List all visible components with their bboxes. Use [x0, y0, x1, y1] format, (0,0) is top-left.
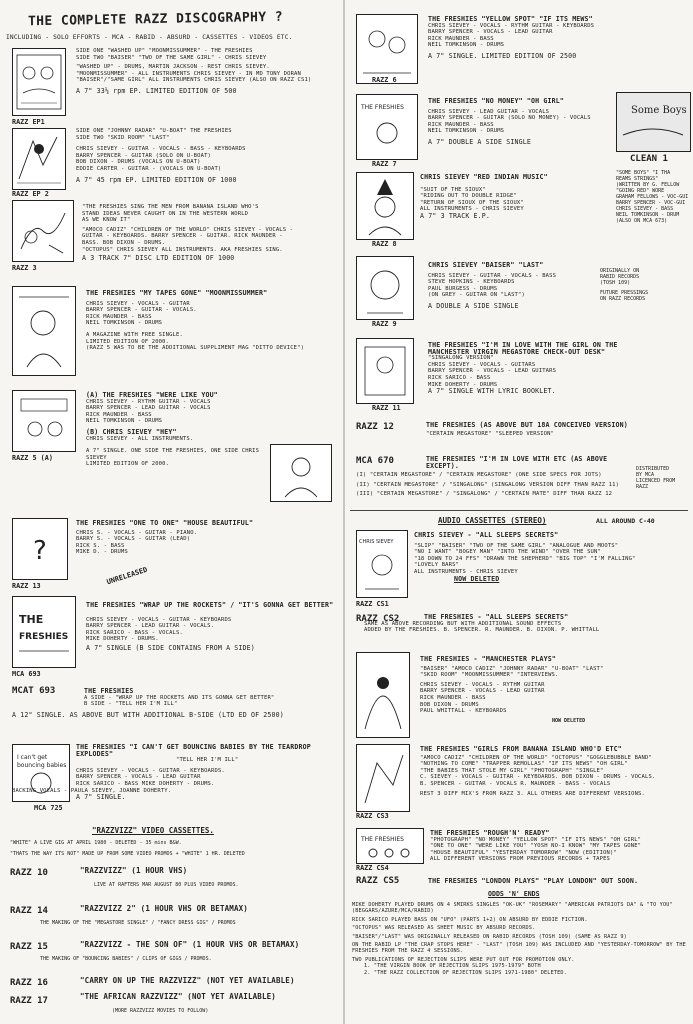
entry-line: LIMITED EDITION OF 2000.: [86, 338, 170, 345]
cover-art-razz-9: [356, 256, 414, 320]
catalog-number: RAZZ 16: [10, 978, 48, 988]
entry-mca-670: [426, 456, 636, 469]
entry-razz-7: [428, 98, 612, 146]
entry-line: REST 3 DIFF MIX'S FROM RAZZ 3. ALL OTHERS ARE DIFFERENT VERSIONS.: [420, 790, 645, 797]
audio-section-header: AUDIO CASSETTES (STEREO): [438, 516, 547, 525]
entry-line: BARRY SPENCER - LEAD GUITAR - VOCALS: [86, 405, 211, 412]
entry-line: CHRIS SIEVEY - "ALL SLEEPS SECRETS": [414, 531, 559, 539]
mca-670-variants: [356, 472, 626, 498]
catalog-number: RAZZ 6: [372, 76, 397, 84]
entry-status: NOW DELETED: [552, 718, 586, 724]
entry-line: ALL INSTRUMENTS - CHRIS SIEVEY: [420, 206, 524, 213]
entry-line: SAME AS ABOVE RECORDING BUT WITH ADDITIONAL SOUND EFFECTS: [364, 620, 562, 627]
entry-line: RICK SARICO - BASS MIKE DOHERTY - DRUMS.: [76, 780, 215, 787]
entry-razz-6: [428, 16, 608, 60]
entry-line: THE FRESHIES "GIRLS FROM BANANA ISLAND WHO'D ETC": [420, 745, 622, 753]
cover-drawing: [13, 129, 65, 189]
cover-art-razz-ep1: [12, 48, 66, 116]
entry-line: RICK MAUNDER - BASS: [428, 121, 494, 128]
cover-art-razz-7: [356, 94, 418, 160]
entry-line: "NO I WANT" "BOGEY MAN" "INTO THE WIND" "OVER THE SUN": [414, 549, 601, 556]
entry-line: RICK S. - BASS: [76, 542, 125, 549]
catalog-number: RAZZ EP1: [12, 118, 45, 126]
catalog-number: MCA 693: [12, 670, 41, 678]
note-line: FUTURE PRESSINGS: [600, 290, 649, 296]
cover-drawing: [13, 597, 75, 667]
entry-line: "RETURN OF SIOUX OF THE SIOUX": [420, 199, 524, 206]
video-desc: (MORE RAZZVIZZ MOVIES TO FOLLOW): [112, 1008, 209, 1014]
entry-line: "AMOCO CADIZ" "CHILDREN OF THE WORLD" CHRIS SIEVEY - VOCALS -: [82, 226, 294, 233]
entry-line: BARRY SPENCER - VOCALS - LEAD GUITAR: [76, 774, 201, 781]
entry-line: AS WE KNOW IT": [82, 217, 131, 224]
video-desc: THE MAKING OF "BOUNCING BABIES" / CLIPS OF GIGS / PROMOS.: [40, 956, 212, 962]
cover-drawing: [13, 201, 73, 261]
catalog-number: RAZZ 13: [12, 582, 41, 590]
svg-text:?: ?: [33, 536, 47, 566]
entry-line: THE FRESHIES "LONDON PLAYS" "PLAY LONDON" OUT SOON.: [428, 877, 639, 885]
catalog-number: RAZZ 12: [356, 422, 394, 432]
page-title: THE COMPLETE RAZZ DISCOGRAPHY ?: [27, 9, 284, 30]
entry-line: REAMS STRINGS": [616, 176, 659, 182]
entry-line: SIDE TWO "BAISER" "TWO OF THE SAME GIRL" - CHRIS SIEVEY: [76, 54, 267, 61]
cover-art-razz-ep2: [12, 128, 66, 190]
odds-item: TWO PUBLICATIONS OF REJECTION SLIPS WERE PUT OUT FOR PROMOTION ONLY.: [352, 956, 575, 963]
cover-drawing: [13, 287, 75, 375]
entry-line: "THE FRESHIES SING THE MEN FROM BANANA ISLAND WHO'S: [82, 204, 259, 210]
entry-line: CHRIS SIEVEY - BASS: [616, 206, 674, 212]
catalog-number: MCA 670: [356, 456, 394, 466]
cover-art-razz-8: [356, 172, 414, 240]
cover-art-razz-cs3: [356, 652, 410, 738]
variant-line: (II) "CERTAIN MEGASTORE" / "SINGALONG" (SINGALONG VERSION DIFF THAN RAZZ 11): [356, 481, 620, 488]
video-intro-line: "WHITE" A LIVE GIG AT APRIL 1980 - DELETED - 35 mins B&W.: [10, 840, 182, 846]
entry-line: THE FRESHIES - "ALL SLEEPS SECRETS": [424, 613, 569, 621]
cover-art-razz-5a: [12, 390, 76, 452]
catalog-number: RAZZ 15: [10, 942, 48, 952]
entry-line: BASS. BOB DIXON - DRUMS.: [82, 239, 166, 246]
razz-9-note: [600, 268, 686, 302]
entry-razz-12: [426, 422, 690, 437]
entry-line: LIMITED EDITION OF 2000.: [86, 461, 170, 468]
cover-drawing: [357, 15, 417, 83]
catalog-number: RAZZ 14: [10, 906, 48, 916]
entry-razz-cs3-banana: [420, 746, 692, 797]
entry-line: CHRIS SIEVEY - VOCALS - RYTHM GUITAR: [420, 681, 545, 688]
entry-razz-4: [86, 290, 342, 352]
svg-text:bouncing babies: bouncing babies: [17, 762, 67, 769]
entry-line: CHRIS SIEVEY - RYTHM GUITAR - VOCALS: [86, 398, 211, 405]
video-section-header: "RAZZVIZZ" VIDEO CASSETTES.: [92, 826, 214, 835]
entry-line: ADDED BY THE FRESHIES. B. SPENCER. R. MAUNDER. B. DIXON. P. WHITTALL: [364, 627, 600, 634]
odds-item: ON THE RABID LP "THE CRAP STOPS HERE" - "LAST" (TOSH 109) WAS INCLUDED AND "YESTERDAY-TOMORROW" BY THE FRESHIES FROM THE RAZZ 4 SESSIONS.: [352, 942, 686, 955]
entry-format: A DOUBLE A SIDE SINGLE: [428, 301, 519, 310]
entry-razz-5: [86, 392, 262, 468]
entry-razz-cs1: [414, 532, 690, 582]
entry-line: BARRY SPENCER - VOCALS - LEAD GUITARS: [428, 368, 557, 375]
video-title: "RAZZVIZZ" (1 HOUR VHS): [80, 866, 188, 875]
entry-format: A 7" DOUBLE A SIDE SINGLE: [428, 137, 531, 146]
odds-item: "OCTOPUS" WAS RELEASED AS SHEET MUSIC BY ABSURD RECORDS.: [352, 925, 536, 932]
entry-line: "PHOTOGRAPH" "NO MONEY" "YELLOW SPOT" "IF ITS NEWS" "OH GIRL": [430, 836, 642, 843]
catalog-number: MCA 725: [34, 804, 63, 812]
entry-line: RICK SARICO - BASS: [428, 374, 491, 381]
entry-line: MIKE DOHERTY - DRUMS: [428, 381, 498, 388]
entry-line: "OCTOPUS" CHRIS SIEVEY ALL INSTRUMENTS. AKA FRESHIES SING.: [82, 246, 283, 253]
odds-section-header: ODDS 'N' ENDS: [488, 890, 540, 898]
note-line: (TOSH 109): [600, 280, 631, 286]
entry-line: THE FRESHIES "WRAP UP THE ROCKETS" / "IT'S GONNA GET BETTER": [86, 601, 334, 609]
entry-line: SIDE ONE "JOHNNY RADAR" "U-BOAT" THE FRESHIES: [76, 128, 232, 134]
entry-format: A 7" SINGLE (B SIDE CONTAINS FROM A SIDE): [86, 643, 255, 652]
entry-line: PAUL WHITTALL - KEYBOARDS: [420, 708, 507, 715]
cover-drawing: [357, 745, 409, 811]
entry-line: "SLIP" "BAISER" "TWO OF THE SAME GIRL" "ANALOGUE AND MOOTS": [414, 542, 619, 549]
cover-drawing: [357, 257, 413, 319]
audio-section-note: ALL AROUND C-40: [596, 517, 655, 525]
catalog-number: RAZZ CS2: [356, 614, 400, 624]
entry-status: NOW DELETED: [454, 574, 500, 583]
clean-1-details: [616, 170, 689, 224]
entry-line: (RAZZ 5 WAS TO BE THE ADDITIONAL SUPPLIMENT MAG "DITTO DEVICE"): [86, 345, 305, 352]
video-desc: THE MAKING OF THE "MEGASTORE SINGLE" / "FANCY DRESS GIG" / PROMOS: [40, 920, 236, 926]
note-line: RABID RECORDS: [600, 274, 640, 280]
entry-line: BOB DIXON - DRUMS: [420, 701, 479, 708]
entry-line: NEIL TOMKINSON - DRUMS: [428, 42, 505, 49]
entry-razz-13: [76, 520, 342, 556]
entry-line: THE FRESHIES: [84, 687, 134, 695]
cover-drawing: [357, 531, 407, 597]
entry-line: THE FRESHIES "MY TAPES GONE" "MOONMISSUMMER": [86, 289, 268, 297]
entry-razz-3: [82, 204, 342, 262]
entry-line: GRAHAM FELLOWS - VOC-GUI: [616, 194, 689, 200]
entry-line: THE FRESHIES "I'M IN LOVE WITH ETC (AS ABOVE EXCEPT).: [426, 455, 608, 470]
mca-670-note: [636, 466, 690, 490]
entry-line: THE FRESHIES "YELLOW SPOT" "IF ITS MEWS": [428, 15, 593, 23]
entry-line: NEIL TOMKINSON - DRUMS: [86, 320, 163, 327]
entry-line: MANCHESTER VIRGIN MEGASTORE CHECK-OUT DESK": [428, 347, 606, 356]
entry-line: BARRY SPENCER - VOCALS - LEAD GUITAR: [428, 29, 553, 36]
entry-line: THE FRESHIES "NO MONEY" "OH GIRL": [428, 97, 564, 105]
entry-line: "SOME BOYS" "I THA: [616, 170, 671, 176]
entry-line: (B) CHRIS SIEVEY "HEY": [86, 427, 177, 436]
entry-format: A 3 TRACK 7" DISC LTD EDITION OF 1000: [82, 254, 235, 263]
variant-line: (I) "CERTAIN MEGASTORE" / "CERTAIN MEGASTORE" (ONE SIDE SPECS FOR JOTS): [356, 472, 602, 478]
svg-text:THE FRESHIES: THE FRESHIES: [361, 104, 404, 111]
cover-drawing: [13, 391, 75, 451]
entry-line: RICK MAUNDER - BASS: [86, 411, 152, 418]
cover-art-razz-cs4: [356, 828, 424, 864]
entry-line: CHRIS SIEVEY - ALL INSTRUMENTS.: [86, 435, 194, 442]
note-line: ORIGINALLY ON: [600, 268, 640, 274]
catalog-number: MCAT 693: [12, 686, 56, 696]
entry-line: "TELL HER I'M ILL": [176, 757, 239, 764]
entry-line: BARRY SPENCER - LEAD GUITAR - VOCALS.: [86, 623, 215, 630]
entry-line: CHRIS S. - VOCALS - GUITAR - PIANO.: [76, 529, 198, 536]
note-line: BY MCA: [636, 472, 655, 478]
entry-line: (WRITTEN BY G. FELLOW: [616, 182, 680, 188]
column-divider: [343, 0, 345, 1024]
odds-item: 1. "THE VIRGIN BOOK OF REJECTION SLIPS 1975-1979" BOTH: [364, 963, 541, 970]
entry-line: BOB DIXON - DRUMS (VOCALS ON U-BOAT): [76, 159, 201, 166]
cover-art-razz-11: [356, 338, 414, 404]
entry-line: "RIDING OUT TO DOUBLE RIDGE": [420, 193, 517, 200]
entry-razz-cs5: [428, 878, 690, 885]
entry-line: RICK MAUNDER - BASS: [428, 35, 494, 42]
cover-drawing: [357, 653, 409, 737]
entry-format: A 12" SINGLE. AS ABOVE BUT WITH ADDITIONAL B-SIDE (LTD ED OF 2500): [12, 710, 284, 719]
entry-line: STEVE HOPKINS - KEYBOARDS: [428, 279, 515, 286]
entry-line: BACKING VOCALS - PAULA SIEVEY, JOANNE DOHERTY.: [12, 787, 172, 794]
entry-line: NEIL TOMKINSON - DRUMS: [86, 418, 163, 425]
entry-razz-9: [428, 262, 596, 310]
entry-line: STAND IDEAS NEVER CAUGHT ON IN THE WESTERN WORLD: [82, 210, 249, 217]
entry-format: A 7" 33⅓ rpm EP. LIMITED EDITION OF 500: [76, 86, 237, 95]
entry-razz-ep2: [76, 128, 342, 183]
entry-line: THE FRESHIES "I'M IN LOVE WITH THE GIRL ON THE: [428, 341, 618, 349]
cover-art-razz-3: [12, 200, 74, 262]
question-mark-icon: [13, 519, 67, 579]
catalog-number: RAZZ CS1: [356, 600, 389, 608]
entry-line: CHRIS SIEVEY "RED INDIAN MUSIC": [420, 173, 548, 181]
cover-drawing: [357, 173, 413, 239]
entry-line: A 7" SINGLE. ONE SIDE THE FRESHIES, ONE SIDE CHRIS SIEVEY: [86, 448, 260, 461]
video-intro-line: "THATS THE WAY ITS NOT" MADE UP FROM SOME VIDEO PROMOS + "WHITE" 1 HR. DELETED: [10, 851, 245, 857]
entry-line: CHRIS SIEVEY - VOCALS - GUITARS: [428, 361, 536, 368]
video-title: "CARRY ON UP THE RAZZVIZZ" (NOT YET AVAILABLE): [80, 976, 295, 985]
cover-art-clean-1: [616, 92, 691, 152]
entry-line: MIKE DOHERTY - DRUMS.: [86, 636, 159, 643]
entry-line: CHRIS SIEVEY - VOCALS - GUITAR: [86, 300, 190, 307]
entry-line: NEIL TOMKINSON - DRUM: [616, 212, 680, 218]
video-title: "RAZZVIZZ 2" (1 HOUR VHS OR BETAMAX): [80, 904, 248, 913]
entry-line: NEIL TOMKINSON - DRUMS: [428, 128, 505, 135]
cover-art-razz-5b: [270, 444, 332, 502]
entry-line: CHRIS SIEVEY - LEAD GUITAR - VOCALS: [428, 108, 550, 115]
entry-line: SIDE ONE "WASHED UP" "MOONMISSUMMER" - THE FRESHIES: [76, 48, 253, 54]
catalog-number: RAZZ 7: [372, 160, 397, 168]
entry-line: C. SIEVEY - VOCALS - GUITAR - KEYBOARDS. BOB DIXON - DRUMS - VOCALS.: [420, 774, 656, 781]
entry-line: GUITAR - KEYBOARDS. BARRY SPENCER - GUITAR. RICK MAUNDER -: [82, 233, 283, 240]
svg-text:FRESHIES: FRESHIES: [19, 632, 69, 642]
entry-line: BARRY S. - VOCALS - GUITAR (LEAD): [76, 536, 191, 543]
catalog-number: RAZZ CS5: [356, 876, 400, 886]
entry-line: A MAGAZINE WITH FREE SINGLE.: [86, 331, 183, 338]
entry-format: A 7" 45 rpm EP. LIMITED EDITION OF 1000: [76, 175, 237, 184]
entry-line: CHRIS SIEVEY - GUITAR - VOCALS - BASS: [428, 272, 557, 279]
entry-line: "LOVELY BARS": [414, 562, 459, 569]
entry-line: "AMOCO CADIZ" "CHILDREN OF THE WORLD" "OCTOPUS" "GOGGLEBUBBLE BAND": [420, 754, 652, 761]
note-line: DISTRIBUTED: [636, 466, 670, 472]
entry-line: BARRY SPENCER - VOCALS - LEAD GUITAR: [420, 688, 545, 695]
video-desc: LIVE AT RAFTERS MAR AUGUST 80 PLUS VIDEO PROMOS.: [94, 882, 239, 888]
catalog-number: RAZZ 9: [372, 320, 397, 328]
entry-line: "NOTHING TO COME" "TRAPPER REMOLLAS" "IF ITS NEWS" "OH GIRL": [420, 761, 628, 768]
entry-format: A 7" SINGLE.: [76, 793, 126, 802]
cover-drawing: [357, 829, 423, 863]
cover-art-razz-6: [356, 14, 418, 84]
odds-item: "BAISER"/"LAST" WAS ORIGINALLY RELEASED ON RABID RECORDS (TOSH 109) (SAME AS RAZZ 9): [352, 933, 627, 940]
note-line: LICENCED FROM: [636, 478, 676, 484]
cover-art-razz-cs1: [356, 530, 408, 598]
entry-mca-693: [86, 602, 342, 652]
entry-line: THE FRESHIES - "MANCHESTER PLAYS": [420, 655, 556, 663]
page-subtitle: INCLUDING - SOLO EFFORTS - MCA - RABID - ABSURD - CASSETTES - VIDEOS ETC.: [6, 34, 293, 41]
entry-line: THE FRESHIES "I CAN'T GET BOUNCING BABIES BY THE TEARDROP EXPLODES": [76, 743, 311, 758]
entry-format: A 7" 3 TRACK E.P.: [420, 211, 491, 220]
clean-1-block: [616, 92, 689, 242]
entry-line: THE FRESHIES "ONE TO ONE" "HOUSE BEAUTIFUL": [76, 519, 254, 527]
catalog-number: RAZZ 5 (A): [12, 454, 53, 462]
cover-drawing: [13, 49, 65, 115]
svg-text:CHRIS SIEVEY: CHRIS SIEVEY: [359, 539, 394, 545]
entry-line: ALL DIFFERENT VERSIONS FROM PREVIOUS RECORDS + TAPES: [430, 856, 610, 863]
entry-line: "ONE TO ONE" "WERE LIKE YOU" "YOSH NO-I KNOW" "MY TAPES GONE": [430, 843, 642, 850]
cover-art-razz-4: [12, 286, 76, 376]
entry-line: "THE BABIES THAT STOLE MY GIRL" "PHOTOGRAPH" "SINGLE": [420, 767, 604, 774]
entry-line: "18 DOWN TO 24 FFS" "DRAWN THE SHEPHERD" "BIG TOP" "I'M FALLING": [414, 555, 636, 562]
entry-line: A SIDE - "WRAP UP THE ROCKETS AND ITS GONNA GET BETTER": [84, 694, 275, 701]
entry-line: B. SPENCER - GUITAR - VOCALS R. MAUNDER - BASS - VOCALS: [420, 780, 611, 787]
entry-line: CHRIS SIEVEY - GUITAR - VOCALS - BASS - KEYBOARDS: [76, 146, 246, 153]
catalog-number: CLEAN 1: [630, 154, 668, 164]
catalog-number: RAZZ EP 2: [12, 190, 49, 198]
cover-art-mca-693: [12, 596, 76, 668]
section-divider: [350, 510, 688, 511]
entry-line: "CERTAIN MEGASTORE" "SLEEPED VERSION": [426, 430, 555, 437]
entry-line: SIDE TWO "SKID ROOM" "LAST": [76, 134, 170, 141]
entry-line: CHRIS SIEVEY - VOCALS - GUITAR - KEYBOARDS.: [76, 767, 225, 774]
entry-line: CHRIS SIEVEY - VOCALS - GUITAR - KEYBOARDS: [86, 616, 232, 623]
svg-text:THE: THE: [19, 613, 44, 626]
cover-drawing: [271, 445, 331, 501]
cover-art-razz-cs3b: [356, 744, 410, 812]
entry-line: EDDIE CARTER - GUITAR - (VOCALS ON U-BOAT): [76, 165, 222, 172]
entry-razz-cs3-manchester: [420, 656, 690, 715]
cover-drawing: [617, 93, 690, 151]
odds-item: 2. "THE RAZZ COLLECTION OF REJECTION SLIPS 1971-1980" DELETED.: [364, 969, 567, 976]
entry-line: (ON GREY - GUITAR ON "LAST"): [428, 292, 525, 299]
odds-list: [352, 902, 690, 976]
cover-art-razz-13: [12, 518, 68, 580]
entry-line: "BAISER"/"SAME GIRL" ALL INSTRUMENTS CHRIS SIEVEY (ALSO ON RAZZ CS1): [76, 77, 312, 84]
entry-line: "BAISER" "AMOCO CADIZ" "JOHNNY RADAR" "U-BOAT" "LAST": [420, 665, 604, 672]
entry-line: "HOUSE BEAUTIFUL" "YESTERDAY TOMORROW" "NOW (EDITION)": [430, 849, 617, 856]
catalog-number: RAZZ CS4: [356, 864, 389, 872]
catalog-number: RAZZ 10: [10, 868, 48, 878]
entry-line: (A) THE FRESHIES "WERE LIKE YOU": [86, 391, 218, 399]
variant-line: (III) "CERTAIN MEGASTORE" / "SINGALONG" / "CERTAIN MATE" DIFF THAN RAZZ 12: [356, 491, 613, 498]
video-title: "THE AFRICAN RAZZVIZZ" (NOT YET AVAILABLE): [80, 992, 276, 1001]
entry-line: RICK MAUNDER - BASS: [420, 694, 486, 701]
entry-format: A 7" SINGLE WITH LYRIC BOOKLET.: [428, 387, 556, 396]
svg-text:Some Boys: Some Boys: [631, 105, 687, 116]
odds-item: MIKE DOHERTY PLAYED DRUMS ON 4 SMIRKS SINGLES "OK-UK" "ROSEMARY" "AMERICAN PATRIOTS DA" & "TO YOU" (BEGGARS/AZURE/MCA/RABID): [352, 902, 673, 915]
entry-line: BARRY SPENCER - GUITAR - VOCALS.: [86, 307, 197, 314]
entry-line: RICK SARICO - BASS - VOCALS.: [86, 629, 183, 636]
catalog-number: RAZZ CS3: [356, 812, 389, 820]
catalog-number: RAZZ 3: [12, 264, 37, 272]
entry-razz-ep1: [76, 48, 342, 95]
note-line: ON RAZZ RECORDS: [600, 296, 646, 302]
cover-drawing: [357, 339, 413, 403]
video-title: "RAZZVIZZ - THE SON OF" (1 HOUR VHS OR BETAMAX): [80, 940, 300, 949]
entry-line: THE FRESHIES (AS ABOVE BUT 18A CONCEIVED VERSION): [426, 421, 628, 429]
entry-line: BARRY SPENCER - VOC-GUI: [616, 200, 686, 206]
entry-line: MIKE D. - DRUMS: [76, 549, 128, 556]
entry-line: ALL INSTRUMENTS - CHRIS SIEVEY: [414, 568, 518, 575]
catalog-number: RAZZ 17: [10, 996, 48, 1006]
entry-razz-8: [420, 174, 612, 220]
entry-razz-cs4: [430, 830, 692, 863]
svg-text:I can't get: I can't get: [17, 754, 48, 761]
entry-mca-725: [12, 743, 342, 802]
odds-item: RICK SARICO PLAYED BASS ON "UFO" (PARTS 1+2) ON ABSURD BY EDDIE FICTION.: [352, 916, 588, 923]
entry-line: BARRY SPENCER - GUITAR (SOLO NO MONEY) - VOCALS: [428, 115, 591, 122]
entry-line: "GOING RED" WORE: [616, 188, 665, 194]
entry-line: B SIDE - "TELL HER I'M ILL": [84, 701, 178, 708]
note-line: RAZZ: [636, 484, 649, 490]
entry-line: "SINGALONG VERSION": [428, 355, 494, 362]
entry-line: "SUIT OF THE SIOUX": [420, 186, 486, 193]
cover-drawing: [357, 95, 417, 159]
entry-line: (ALSO ON MCA 673): [616, 218, 668, 224]
entry-line: CHRIS SIEVEY - VOCALS - RYTHM GUITAR - KEYBOARDS: [428, 22, 595, 29]
catalog-number: RAZZ 11: [372, 404, 401, 412]
unreleased-stamp: UNRELEASED: [105, 565, 149, 587]
entry-line: CHRIS SIEVEY "BAISER" "LAST": [428, 261, 544, 269]
entry-format: A 7" SINGLE. LIMITED EDITION OF 2500: [428, 51, 577, 60]
entry-line: "MOONMISSUMMER" - ALL INSTRUMENTS CHRIS SIEVEY - IN MD TONY DORAN: [76, 70, 301, 77]
catalog-number: RAZZ 8: [372, 240, 397, 248]
entry-line: "WASHED UP" - DRUMS, MARTIN JACKSON - REST CHRIS SIEVEY.: [76, 64, 270, 71]
entry-line: PAUL BURGESS - DRUMS: [428, 285, 498, 292]
entry-line: BARRY SPENCER - GUITAR (SOLO ON U-BOAT): [76, 152, 211, 159]
entry-line: THE FRESHIES "ROUGH'N' READY": [430, 829, 550, 837]
entry-razz-11: [428, 342, 690, 395]
entry-line: RICK MAUNDER - BASS: [86, 313, 152, 320]
entry-line: "SKID ROOM" "MOONMISSUMMER" "INTERVIEWS.: [420, 672, 559, 679]
svg-text:THE FRESHIES: THE FRESHIES: [361, 836, 404, 843]
